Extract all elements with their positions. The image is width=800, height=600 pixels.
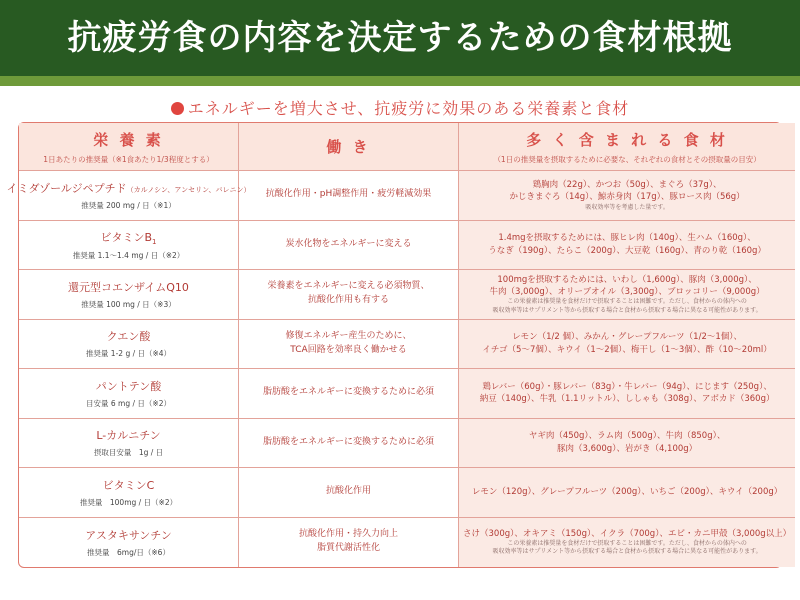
nutrient-dose: 推奨量 6mg/日（※6）: [87, 547, 170, 557]
foods-cell: [459, 320, 795, 370]
nutrient-dose: 摂取目安量 1g / 日: [93, 448, 164, 458]
foods-cell: [459, 221, 795, 271]
nutrient-name-line: [96, 427, 160, 443]
function-line: 脂肪酸をエネルギーに変換するために必須: [262, 387, 434, 398]
function-line: 抗酸化作用も有する: [307, 295, 389, 306]
foods-cell: [459, 369, 795, 419]
subtitle: [0, 96, 800, 119]
header-function-title: 働 き: [326, 138, 371, 156]
food-line: 納豆（140g）、牛乳（1.1リットル）、ししゃも（308g）、アボカド（360g）: [479, 394, 775, 405]
function-cell: [239, 468, 459, 518]
function-cell: [239, 221, 459, 271]
food-line: さけ（300g）、オキアミ（150g）、イクラ（700g）、エビ・カニ甲殻（3,000g以上）: [463, 529, 792, 539]
function-line: 修復エネルギー産生のために、: [285, 330, 412, 341]
function-cell: [239, 369, 459, 419]
nutrient-name-line: [68, 279, 189, 295]
nutrient-name: パントテン酸: [95, 379, 162, 393]
function-line: 抗酸化作用: [325, 486, 371, 497]
function-cell: [239, 270, 459, 320]
nutrient-name: L-カルニチン: [96, 429, 161, 443]
food-note: 吸収効率等を考慮した量です。: [585, 203, 669, 211]
nutrient-cell: [6, 171, 251, 221]
header-nutrient-title: 栄 養 素: [93, 130, 164, 149]
food-note: この栄養素は推奨量を食材だけで摂取することは困難です。ただし、食材からの体内への: [507, 298, 747, 306]
header-foods-title: 多 く 含 ま れ る 食 材: [526, 130, 728, 149]
nutrient-cell: [19, 221, 239, 271]
nutrient-dose: 推奨量 200 mg / 日（※1）: [81, 200, 176, 210]
food-line: うなぎ（190g）、たらこ（200g）、大豆乾（160g）、青のり乾（160g）: [488, 245, 766, 256]
nutrient-cell: [19, 518, 239, 568]
nutrient-dose: 推奨量 100mg / 日（※2）: [79, 497, 178, 507]
food-line: 鶏レバー（60g）・豚レバー（83g）・牛レバー（94g）、にじます（250g）、: [482, 381, 772, 392]
nutrient-dose: 推奨量 1.1〜1.4 mg / 日（※2）: [72, 250, 185, 260]
nutrient-cell: [19, 320, 239, 370]
food-note: 吸収効率等はサプリメント等から摂取する場合と食材から摂取する場合に異なる可能性があります。: [492, 306, 762, 314]
foods-cell: [459, 419, 795, 469]
food-line: ヤギ肉（450g）、ラム肉（500g）、牛肉（850g）、: [528, 431, 726, 442]
function-cell: [239, 518, 459, 568]
subtitle-text: エネルギーを増大させ、抗疲労に効果のある栄養素と食材: [187, 99, 630, 118]
function-line: 抗酸化作用・持久力向上: [298, 529, 398, 540]
header-foods-note: （1日の推奨量を摂取するために必要な、それぞれの食材とその摂取量の目安）: [493, 154, 761, 164]
header-foods: [459, 123, 795, 171]
function-cell: [239, 171, 459, 221]
nutrient-name-line: [96, 378, 161, 394]
nutrient-cell: [19, 369, 239, 419]
food-line: 鶏胸肉（22g）、かつお（50g）、まぐろ（37g）、: [532, 179, 722, 190]
nutrient-name: ビタミンB: [100, 230, 153, 244]
food-line: 1.4mgを摂取するためには、豚ヒレ肉（140g）、生ハム（160g）、: [498, 233, 756, 244]
nutrient-name-line: [6, 180, 250, 196]
food-line: イチゴ（5〜7個）、キウイ（1〜2個）、梅干し（1〜3個）、酢（10〜20ml）: [482, 344, 772, 355]
food-note: この栄養素は推奨量を食材だけで摂取することは困難です。ただし、食材からの体内への: [507, 540, 747, 548]
function-cell: [239, 320, 459, 370]
nutrient-name-line: [107, 328, 151, 344]
food-note: 吸収効率等はサプリメント等から摂取する場合と食材から摂取する場合に異なる可能性があります。: [492, 548, 762, 556]
foods-cell: [459, 171, 795, 221]
nutrient-name-subscript: 1: [152, 237, 157, 246]
nutrient-dose: 推奨量 1-2 g / 日（※4）: [85, 349, 172, 359]
nutrient-name: イミダゾールジペプチド: [6, 181, 127, 195]
nutrient-name-note: （カルノシン、アンセリン、バレニン）: [126, 185, 251, 194]
foods-cell: [459, 468, 795, 518]
header-nutrient: [19, 123, 239, 171]
function-line: 抗酸化作用・pH調整作用・疲労軽減効果: [265, 189, 432, 200]
function-line: TCA回路を効率良く働かせる: [290, 344, 407, 355]
nutrient-name: ビタミンC: [102, 478, 155, 492]
header-function: [239, 123, 459, 171]
food-line: 牛肉（3,000g）、オリーブオイル（3,300g）、ブロッコリー（9,000g）: [489, 287, 765, 298]
nutrient-name-line: [85, 527, 171, 543]
header-nutrient-note: 1日あたりの推奨量（※1食あたり1/3程度とする）: [43, 154, 214, 164]
function-line: 脂質代謝活性化: [316, 543, 380, 554]
food-line: 豚肉（3,600g）、岩がき（4,100g）: [556, 443, 698, 454]
food-line: レモン（120g）、グレープフルーツ（200g）、いちご（200g）、キウイ（200g）: [471, 487, 783, 498]
title-accent-stripe: [0, 76, 800, 86]
foods-cell: [459, 270, 795, 320]
nutrient-name: アスタキサンチン: [85, 528, 172, 542]
nutrient-table: [6, 122, 792, 568]
nutrient-cell: [19, 468, 239, 518]
nutrient-dose: 推奨量 100 mg / 日（※3）: [81, 299, 176, 309]
nutrient-name: 還元型コエンザイムQ10: [68, 280, 189, 294]
food-line: かじきまぐろ（14g）、鯨赤身肉（17g）、豚ロース肉（56g）: [509, 192, 745, 203]
function-line: 炭水化物をエネルギーに変える: [285, 238, 412, 249]
nutrient-cell: [19, 419, 239, 469]
nutrient-name: クエン酸: [106, 330, 151, 344]
function-line: 脂肪酸をエネルギーに変換するために必須: [262, 436, 434, 447]
page-title: 抗疲労食の内容を決定するための食材根拠: [0, 0, 800, 76]
food-line: 100mgを摂取するためには、いわし（1,600g）、豚肉（3,000g）、: [497, 274, 757, 285]
red-circle-icon: [171, 102, 184, 115]
nutrient-name-line: [103, 477, 155, 493]
function-line: 栄養素をエネルギーに変える必須物質、: [267, 281, 430, 292]
nutrient-table-grid: [6, 123, 792, 567]
nutrient-name-line: [100, 229, 156, 246]
foods-cell: [459, 518, 795, 568]
nutrient-cell: [19, 270, 239, 320]
food-line: レモン（1/2 個）、みかん・グレープフルーツ（1/2〜1個）、: [512, 332, 743, 343]
nutrient-dose: 目安量 6 mg / 日（※2）: [86, 398, 171, 408]
function-cell: [239, 419, 459, 469]
